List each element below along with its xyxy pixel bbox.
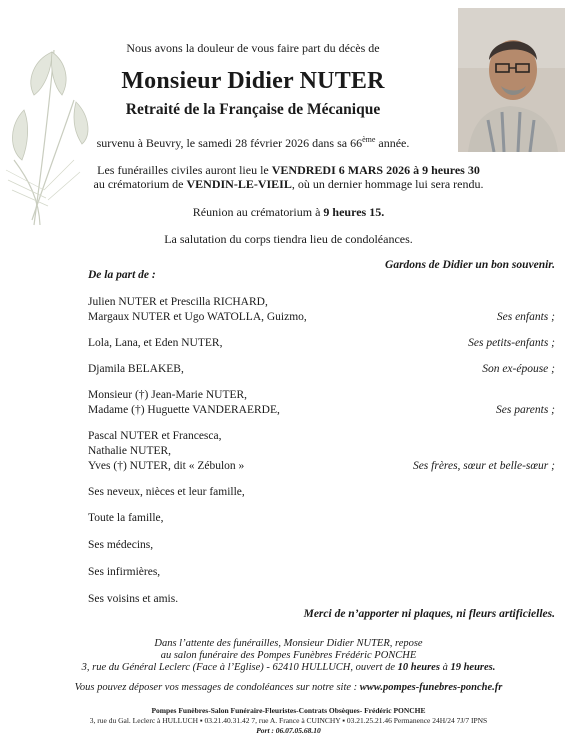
ex-wife-relation: Son ex-épouse ; (482, 363, 555, 375)
footer-mobile: Port : 06.07.05.68.10 (256, 726, 321, 735)
neighbors-line: Ses voisins et amis. (88, 593, 179, 605)
nephews-line: Ses neveux, nièces et leur famille, (88, 486, 245, 498)
nurses-line: Ses infirmières, (88, 566, 161, 578)
funeral-place-line: au crématorium de VENDIN-LE-VIEIL, où un dernier hommage lui sera rendu. (93, 177, 484, 191)
announcement-text: Nous avons la douleur de vous faire part du décès de (126, 41, 380, 55)
siblings-line-1: Pascal NUTER et Francesca, (88, 430, 222, 442)
deceased-name: Monsieur Didier NUTER (121, 68, 385, 94)
parents-relation: Ses parents ; (496, 404, 555, 416)
funeral-home-line-1: Dans l’attente des funérailles, Monsieur Didier NUTER, repose (154, 638, 423, 649)
retired-from-text: Retraité de la Française de Mécanique (125, 101, 381, 118)
grandchildren-relation: Ses petits-enfants ; (468, 337, 555, 349)
from-label: De la part de : (88, 269, 156, 281)
footer-company: Pompes Funèbres-Salon Funéraire-Fleuristes-Contrats Obsèques- Frédéric PONCHE (151, 706, 426, 715)
parents-line-1: Monsieur (†) Jean-Marie NUTER, (88, 389, 248, 401)
children-line-2: Margaux NUTER et Ugo WATOLLA, Guizmo, (88, 311, 307, 323)
ex-wife-line: Djamila BELAKEB, (88, 363, 184, 375)
condolences-line: Vous pouvez déposer vos messages de condoléances sur notre site : www.pompes-funebres-ponche.fr (74, 682, 503, 693)
salutation-line: La salutation du corps tiendra lieu de condoléances. (164, 232, 413, 246)
siblings-relation: Ses frères, sœur et belle-sœur ; (412, 460, 555, 472)
siblings-line-3: Yves (†) NUTER, dit « Zébulon » (88, 460, 245, 472)
children-relation: Ses enfants ; (496, 311, 555, 323)
funeral-home-line-3: 3, rue du Général Leclerc (Face à l’Eglise) - 62410 HULLUCH, ouvert de 10 heures à 19 heures. (81, 662, 496, 673)
doctors-line: Ses médecins, (88, 539, 154, 551)
death-details: survenu à Beuvry, le samedi 28 février 2026 dans sa 66ème année. (96, 135, 410, 150)
funeral-home-notice (0, 638, 577, 674)
all-family-line: Toute la famille, (88, 512, 164, 524)
grandchildren-line: Lola, Lana, et Eden NUTER, (88, 337, 223, 349)
no-flowers-note: Merci de n’apporter ni plaques, ni fleurs artificielles. (303, 608, 555, 620)
reunion-line: Réunion au crématorium à 9 heures 15. (192, 205, 385, 219)
siblings-line-2: Nathalie NUTER, (88, 445, 172, 457)
parents-line-2: Madame (†) Huguette VANDERAERDE, (88, 404, 280, 416)
portrait-photo (458, 8, 565, 152)
funeral-home-line-2: au salon funéraire des Pompes Funèbres Frédéric PONCHE (160, 650, 417, 661)
lily-flower-illustration (4, 40, 96, 230)
footer-addresses: 3, rue du Gal. Leclerc à HULLUCH ▪ 03.21.40.31.42 7, rue A. France à CUINCHY ▪ 03.21.25.21.46 Permanence 24H/24 7J/7 IPNS (89, 716, 488, 725)
funeral-time-line: Les funérailles civiles auront lieu le VENDREDI 6 MARS 2026 à 9 heures 30 (97, 163, 480, 177)
website-link[interactable]: www.pompes-funebres-ponche.fr (359, 682, 503, 693)
souvenir-quote: Gardons de Didier un bon souvenir. (385, 259, 555, 271)
children-line-1: Julien NUTER et Prescilla RICHARD, (88, 296, 268, 308)
